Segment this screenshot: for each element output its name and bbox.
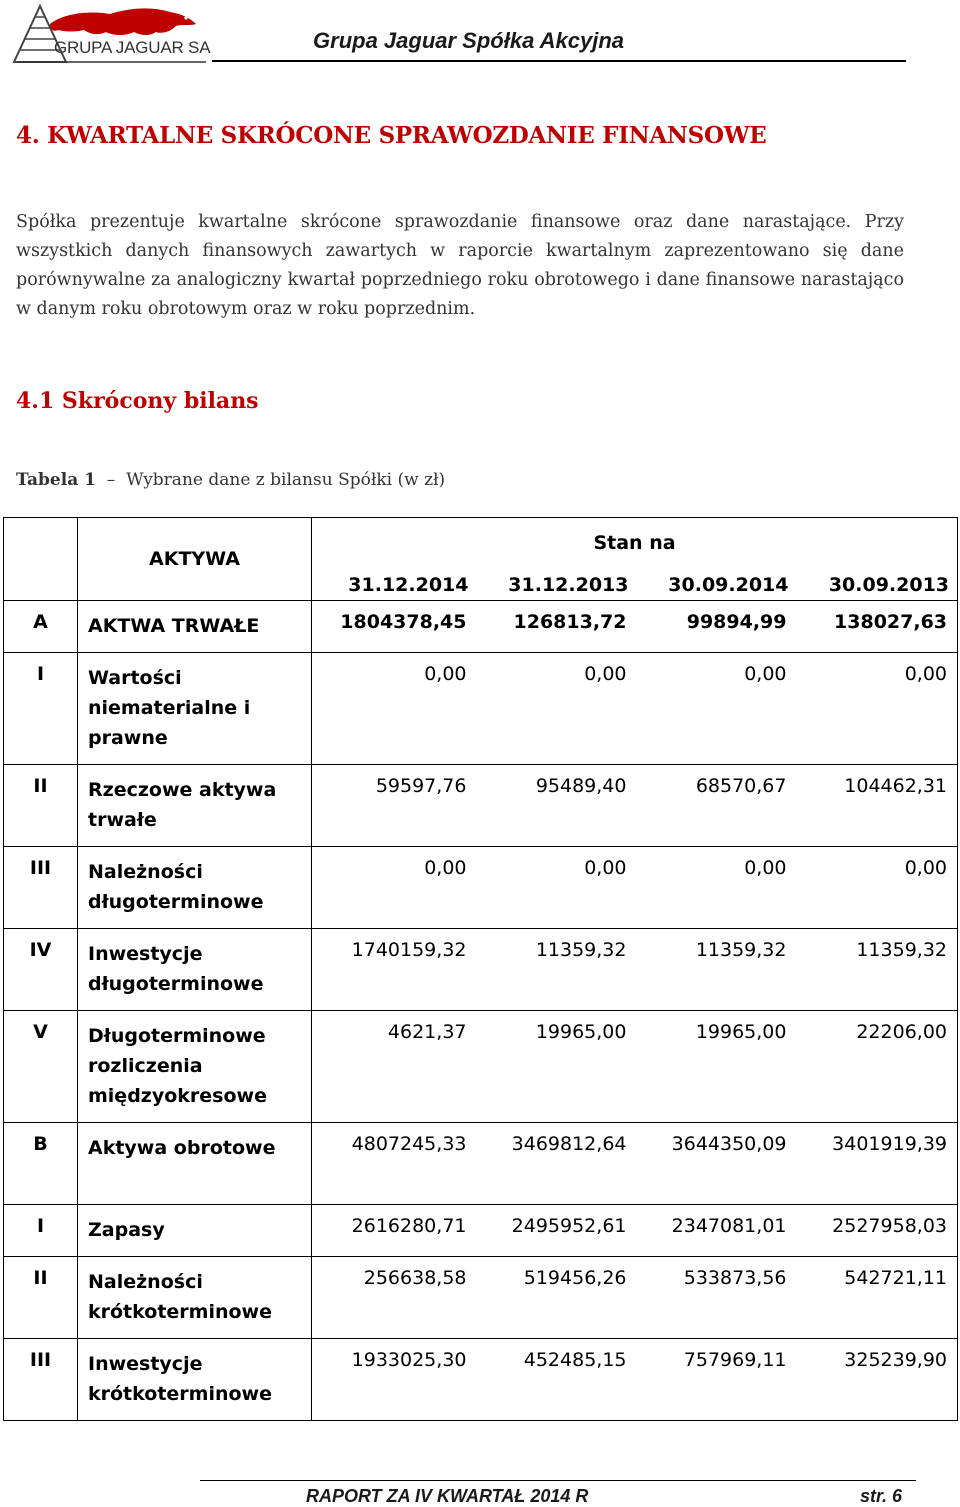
row-value: 542721,11	[797, 1257, 958, 1339]
subsection-title: 4.1 Skrócony bilans	[16, 388, 259, 414]
row-value: 0,00	[477, 653, 637, 765]
row-value: 0,00	[797, 653, 958, 765]
row-value: 2495952,61	[477, 1205, 637, 1257]
table-row	[4, 765, 958, 847]
row-value: 4621,37	[312, 1011, 477, 1123]
row-label: Należności długoterminowe	[78, 847, 312, 929]
row-value: 452485,15	[477, 1339, 637, 1421]
row-label: AKTWA TRWAŁE	[78, 601, 312, 653]
row-value: 0,00	[312, 847, 477, 929]
table-row	[4, 847, 958, 929]
row-code: III	[4, 1339, 78, 1421]
row-value: 3401919,39	[797, 1123, 958, 1205]
row-label: Rzeczowe aktywa trwałe	[78, 765, 312, 847]
row-label: Wartości niematerialne i prawne	[78, 653, 312, 765]
table-row	[4, 1011, 958, 1123]
table-caption-dash: –	[101, 470, 121, 490]
table-row	[4, 653, 958, 765]
footer-report-title: RAPORT ZA IV KWARTAŁ 2014 R	[306, 1486, 589, 1506]
row-value: 757969,11	[637, 1339, 797, 1421]
table-row	[4, 1257, 958, 1339]
header-code-cell	[4, 518, 78, 601]
intro-paragraph: Spółka prezentuje kwartalne skrócone sprawozdanie finansowe oraz dane narastające. Przy wszystkich danych finansowych zawartych w raporcie kwartalnym zaprezentowano się dane porównywalne za analogiczny kwartał poprzedniego roku obrotowego i dane finansowe narastająco w danym roku obrotowym oraz w roku poprzednim.	[16, 212, 904, 319]
row-label: Aktywa obrotowe	[78, 1123, 312, 1205]
row-label: Długoterminowe rozliczenia międzyokresowe	[78, 1011, 312, 1123]
table-row	[4, 929, 958, 1011]
row-code: I	[4, 653, 78, 765]
header-date: 30.09.2013	[797, 568, 958, 601]
header-date: 31.12.2013	[477, 568, 637, 601]
row-value: 138027,63	[797, 601, 958, 653]
row-value: 2527958,03	[797, 1205, 958, 1257]
header-date: 31.12.2014	[312, 568, 477, 601]
row-code: V	[4, 1011, 78, 1123]
row-value: 256638,58	[312, 1257, 477, 1339]
row-value: 99894,99	[637, 601, 797, 653]
row-code: I	[4, 1205, 78, 1257]
row-code: III	[4, 847, 78, 929]
row-code: IV	[4, 929, 78, 1011]
row-value: 3644350,09	[637, 1123, 797, 1205]
row-value: 325239,90	[797, 1339, 958, 1421]
table-row	[4, 1205, 958, 1257]
row-label: Należności krótkoterminowe	[78, 1257, 312, 1339]
table-caption	[16, 470, 445, 490]
row-value: 104462,31	[797, 765, 958, 847]
row-value: 126813,72	[477, 601, 637, 653]
balance-table	[3, 517, 958, 1421]
footer-divider	[200, 1480, 916, 1481]
row-value: 0,00	[312, 653, 477, 765]
footer-page-number: str. 6	[860, 1486, 903, 1506]
row-value: 1804378,45	[312, 601, 477, 653]
row-value: 11359,32	[797, 929, 958, 1011]
header-date: 30.09.2014	[637, 568, 797, 601]
row-label: Inwestycje krótkoterminowe	[78, 1339, 312, 1421]
row-value: 2616280,71	[312, 1205, 477, 1257]
logo-text: GRUPA JAGUAR SA	[54, 38, 211, 57]
row-value: 4807245,33	[312, 1123, 477, 1205]
row-value: 519456,26	[477, 1257, 637, 1339]
row-value: 19965,00	[637, 1011, 797, 1123]
row-value: 1933025,30	[312, 1339, 477, 1421]
row-label: Zapasy	[78, 1205, 312, 1257]
row-value: 3469812,64	[477, 1123, 637, 1205]
row-value: 0,00	[477, 847, 637, 929]
row-value: 533873,56	[637, 1257, 797, 1339]
table-header-row-1	[4, 518, 958, 569]
company-name: Grupa Jaguar Spółka Akcyjna	[313, 28, 624, 53]
row-value: 11359,32	[477, 929, 637, 1011]
row-code: A	[4, 601, 78, 653]
section-title: 4. KWARTALNE SKRÓCONE SPRAWOZDANIE FINANSOWE	[16, 122, 767, 149]
table-caption-label: Tabela 1	[16, 470, 96, 490]
header-stan-na: Stan na	[312, 518, 958, 569]
table-row	[4, 1339, 958, 1421]
row-value: 1740159,32	[312, 929, 477, 1011]
table-row	[4, 1123, 958, 1205]
company-logo	[10, 2, 210, 64]
header-aktywa: AKTYWA	[78, 518, 312, 601]
row-code: II	[4, 1257, 78, 1339]
header-divider	[212, 60, 906, 62]
row-value: 0,00	[797, 847, 958, 929]
page-header	[0, 0, 960, 68]
row-value: 68570,67	[637, 765, 797, 847]
row-value: 19965,00	[477, 1011, 637, 1123]
row-value: 22206,00	[797, 1011, 958, 1123]
table-caption-text: Wybrane dane z bilansu Spółki (w zł)	[126, 470, 446, 490]
row-value: 0,00	[637, 653, 797, 765]
row-value: 95489,40	[477, 765, 637, 847]
row-label: Inwestycje długoterminowe	[78, 929, 312, 1011]
row-value: 2347081,01	[637, 1205, 797, 1257]
row-value: 11359,32	[637, 929, 797, 1011]
row-code: B	[4, 1123, 78, 1205]
row-value: 0,00	[637, 847, 797, 929]
row-value: 59597,76	[312, 765, 477, 847]
table-row	[4, 601, 958, 653]
row-code: II	[4, 765, 78, 847]
